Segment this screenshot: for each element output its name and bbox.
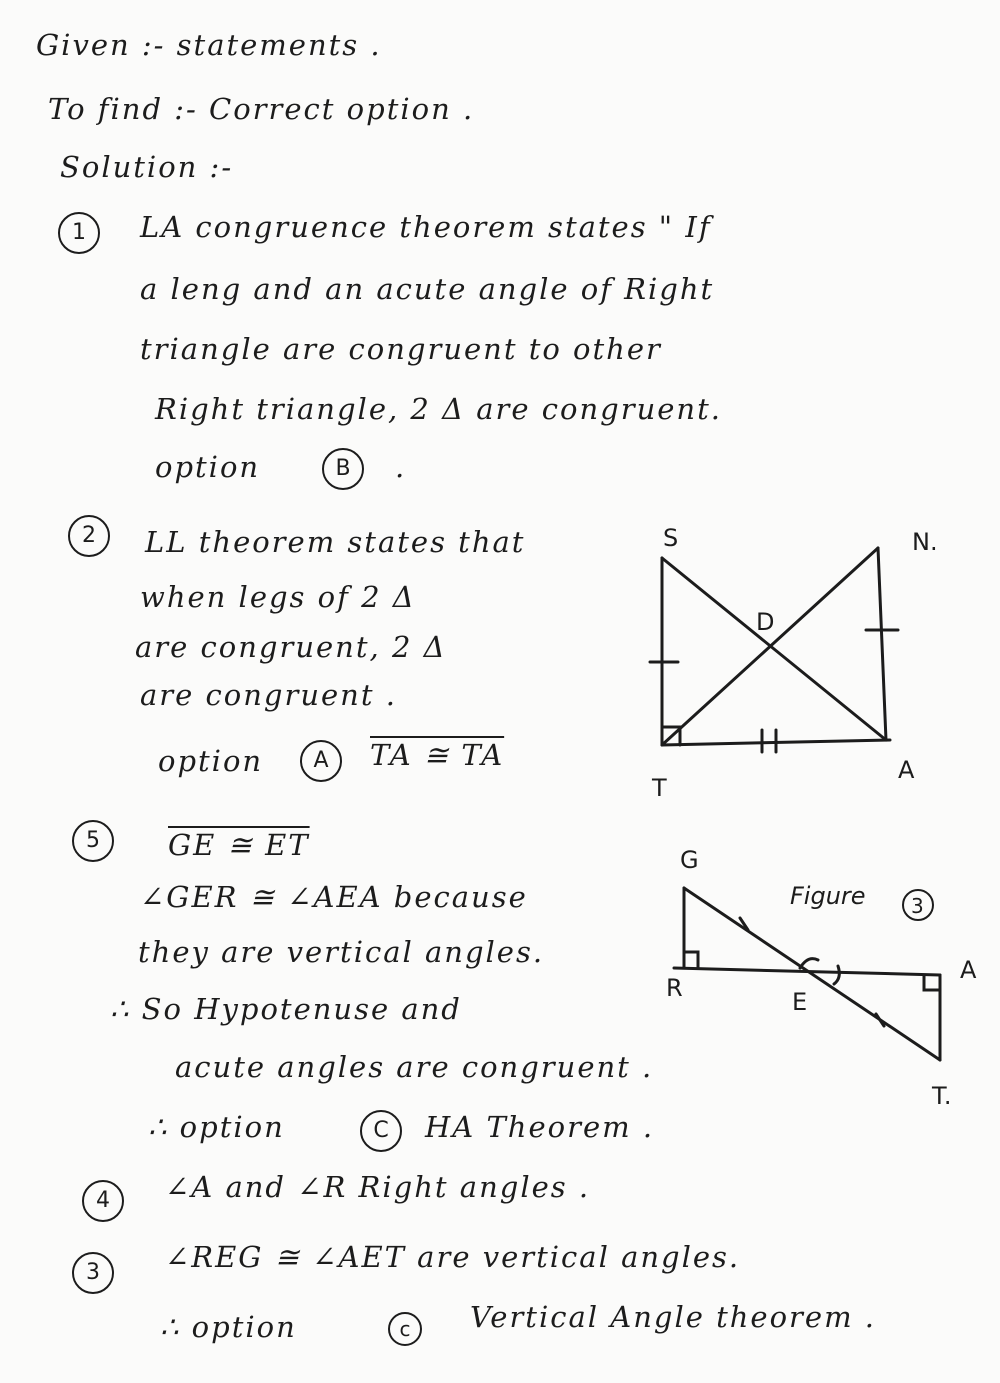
- part3-line: GE ≅ ET: [168, 828, 310, 862]
- part1-number: 1: [58, 212, 100, 254]
- part5-option-label: ∴ option: [160, 1310, 297, 1344]
- label-g: G: [680, 846, 699, 874]
- label-t2: T.: [932, 1082, 952, 1110]
- part1-option-circle: B: [322, 448, 364, 490]
- label-d: D: [756, 608, 775, 636]
- label-s: S: [663, 524, 679, 552]
- part2-option-suffix: TA ≅ TA: [370, 738, 505, 772]
- part4-line: ∠A and ∠R Right angles .: [165, 1170, 591, 1204]
- part2-number: 2: [68, 515, 110, 557]
- label-r: R: [666, 974, 683, 1002]
- part2-option-label: option: [158, 744, 264, 778]
- part1-line: LA congruence theorem states " If: [140, 210, 712, 244]
- part3-line: acute angles are congruent .: [175, 1050, 654, 1084]
- part1-line: a leng and an acute angle of Right: [140, 272, 715, 306]
- part3-option-circle: C: [360, 1110, 402, 1152]
- part1-option-suffix: .: [395, 450, 407, 484]
- part5-number: 3: [72, 1252, 114, 1294]
- part3-option-label: ∴ option: [148, 1110, 285, 1144]
- label-a2: A: [960, 956, 977, 984]
- figure-caption-number: 3: [911, 894, 924, 918]
- part3-option-suffix: HA Theorem .: [425, 1110, 655, 1144]
- part5-option-suffix: Vertical Angle theorem .: [470, 1300, 877, 1334]
- label-a: A: [898, 756, 915, 784]
- part3-line: ∠GER ≅ ∠AEA because: [140, 880, 528, 914]
- part3-line: they are vertical angles.: [138, 935, 545, 969]
- label-e: E: [792, 988, 808, 1016]
- solution-heading: Solution :-: [60, 150, 234, 184]
- part3-number: 5: [72, 820, 114, 862]
- part2-option-circle: A: [300, 740, 342, 782]
- part3-line: ∴ So Hypotenuse and: [110, 992, 462, 1026]
- part5-line: ∠REG ≅ ∠AET are vertical angles.: [165, 1240, 741, 1274]
- part1-option-label: option: [155, 450, 261, 484]
- part4-number: 4: [82, 1180, 124, 1222]
- part2-line: LL theorem states that: [145, 525, 526, 559]
- part1-line: Right triangle, 2 Δ are congruent.: [155, 392, 722, 426]
- part5-option-circle: c: [388, 1312, 422, 1346]
- figure-caption: Figure: [790, 882, 866, 910]
- part2-line: are congruent .: [140, 678, 397, 712]
- part1-line: triangle are congruent to other: [140, 332, 662, 366]
- given-line: Given :- statements .: [36, 28, 382, 62]
- part2-line: are congruent, 2 Δ: [135, 630, 447, 664]
- label-n: N.: [912, 528, 938, 556]
- label-t: T: [652, 774, 667, 802]
- part2-line: when legs of 2 Δ: [140, 580, 416, 614]
- to-find-line: To find :- Correct option .: [48, 92, 475, 126]
